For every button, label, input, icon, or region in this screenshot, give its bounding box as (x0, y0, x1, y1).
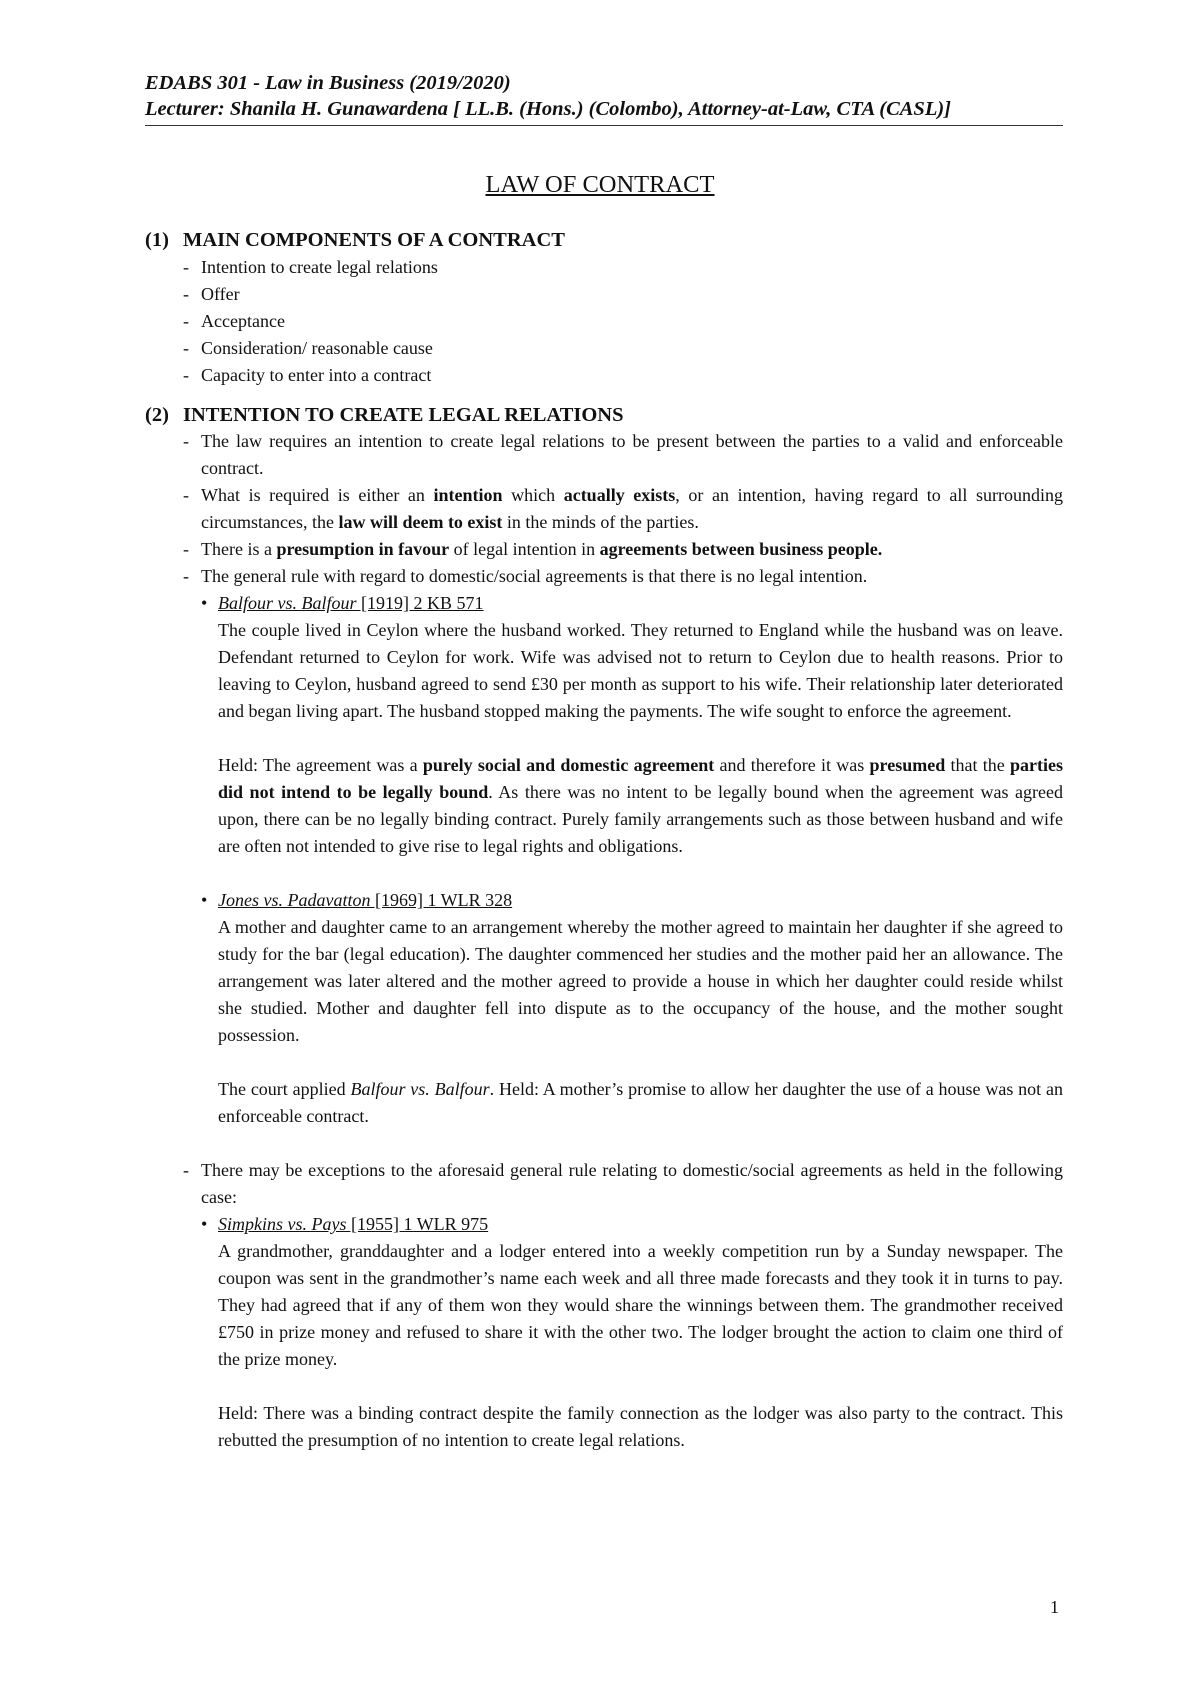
list-item: - There is a presumption in favour of legal intention in agreements between business people. (183, 539, 883, 559)
list-item: - Offer (183, 284, 240, 304)
case-name: Jones vs. Padavatton (218, 890, 371, 910)
document-title: LAW OF CONTRACT (485, 171, 715, 198)
case-citation: [1919] 2 KB 571 (356, 593, 484, 613)
case-held: The court applied Balfour vs. Balfour. Held: A mother’s promise to allow her daughter the use of a house was not an enforceable contract. (218, 1079, 1064, 1126)
case-name: Simpkins vs. Pays (218, 1214, 347, 1234)
case-balfour (201, 590, 1063, 617)
bullet-icon: • (201, 890, 208, 910)
list-item: - The general rule with regard to domestic/social agreements is that there is no legal intention. (183, 566, 868, 586)
case-citation: [1955] 1 WLR 975 (346, 1214, 489, 1234)
list-item: - Acceptance (183, 311, 285, 331)
list-item: - Intention to create legal relations (183, 257, 438, 277)
course-title: EDABS 301 - Law in Business (2019/2020) (145, 72, 511, 94)
lecturer-line: Lecturer: Shanila H. Gunawardena [ LL.B. (Hons.) (Colombo), Attorney-at-Law, CTA (CASL)] (145, 98, 952, 120)
case-name: Balfour vs. Balfour (218, 593, 357, 613)
list-item: - The law requires an intention to create legal relations to be present between the parties to a valid and enforceable contract. (183, 431, 1063, 478)
list-item: - Capacity to enter into a contract (183, 365, 432, 385)
case-held: Held: The agreement was a purely social and domestic agreement and therefore it was presumed that the parties did not intend to be legally bound. As there was no intent to be legally bound when the agreement was agreed upon, there can be no legally binding contract. Purely family arrangements such as those between husband and wife are often not intended to give rise to legal rights and obligations. (218, 755, 1064, 856)
case-citation: [1969] 1 WLR 328 (370, 890, 513, 910)
case-held: Held: There was a binding contract despite the family connection as the lodger was also party to the contract. This rebutted the presumption of no intention to create legal relations. (218, 1403, 1063, 1450)
page-header (145, 70, 1063, 126)
list-item: - Consideration/ reasonable cause (183, 338, 433, 358)
section-2-body (183, 428, 1063, 1454)
case-jones (201, 887, 1063, 914)
case-facts: A mother and daughter came to an arrangement whereby the mother agreed to maintain her daughter if she agreed to study for the bar (legal education). The daughter commenced her studies and the mother paid her an allowance. The arrangement was later altered and the mother agreed to provide a house in which her daughter could reside whilst she studied. Mother and daughter fell into dispute as to the occupancy of the house, and the mother sought possession. (218, 917, 1063, 1045)
list-item: - There may be exceptions to the aforesaid general rule relating to domestic/social agreements as held in the following case: (183, 1160, 1063, 1207)
bullet-icon: • (201, 1214, 208, 1234)
case-facts: The couple lived in Ceylon where the husband worked. They returned to England while the husband was on leave. Defendant returned to Ceylon for work. Wife was advised not to return to Ceylon due to health reasons. Prior to leaving to Ceylon, husband agreed to send £30 per month as support to his wife. Their relationship later deteriorated and began living apart. The husband stopped making the payments. The wife sought to enforce the agreement. (218, 620, 1063, 721)
section-1-heading: (1) MAIN COMPONENTS OF A CONTRACT (145, 229, 565, 251)
section-1-list (183, 254, 1063, 389)
section-2-heading: (2) INTENTION TO CREATE LEGAL RELATIONS (145, 404, 624, 426)
page-number: 1 (1050, 1597, 1059, 1617)
bullet-icon: • (201, 593, 208, 613)
case-facts: A grandmother, granddaughter and a lodger entered into a weekly competition run by a Sunday newspaper. The coupon was sent in the grandmother’s name each week and all three made forecasts and they took it in turns to pay. They had agreed that if any of them won they would share the winnings between them. The grandmother received £750 in prize money and refused to share it with the other two. The lodger brought the action to claim one third of the prize money. (218, 1241, 1063, 1369)
case-simpkins (201, 1211, 1063, 1238)
list-item: - What is required is either an intention which actually exists, or an intention, having regard to all surrounding circumstances, the law will deem to exist in the minds of the parties. (183, 485, 1063, 532)
